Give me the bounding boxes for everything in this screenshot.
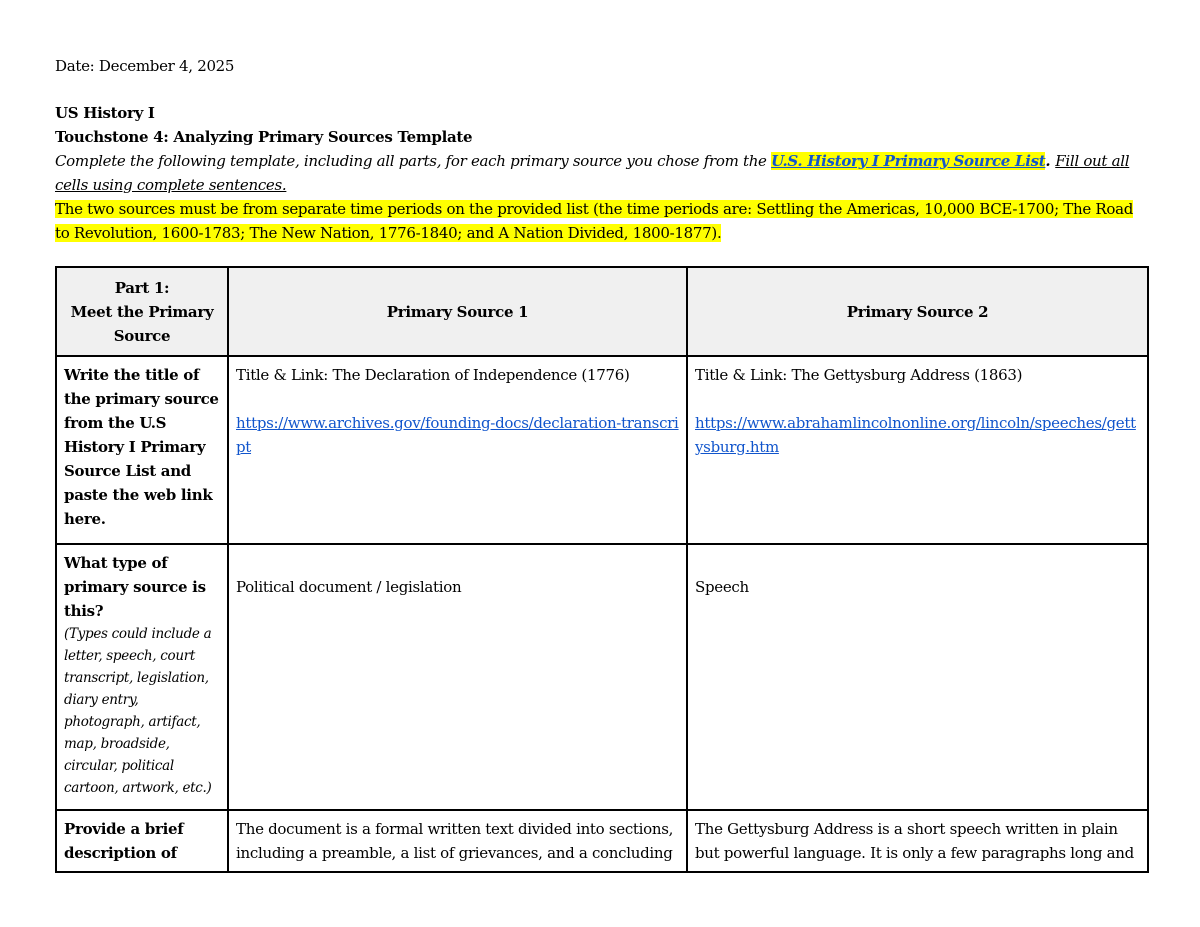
table-header-row: [56, 267, 1148, 356]
instructions: [55, 149, 1147, 197]
table-row: [56, 810, 1148, 872]
row-label-title: Write the title of the primary source from the U.S History I Primary Source List and paste the web link here.: [56, 356, 228, 544]
instruction-period: .: [1045, 152, 1056, 170]
table-row: [56, 544, 1148, 810]
source2-description-cell[interactable]: The Gettysburg Address is a short speech written in plain but powerful language. It is only a few paragraphs long and: [687, 810, 1148, 872]
course-title: US History I: [55, 104, 155, 122]
source1-type-cell[interactable]: [228, 544, 687, 810]
source2-title: Title & Link: The Gettysburg Address (1863): [695, 366, 1023, 384]
source2-title-cell[interactable]: [687, 356, 1148, 544]
header-source-2: Primary Source 2: [687, 267, 1148, 356]
source2-link[interactable]: https://www.abrahamlincolnonline.org/lincoln/speeches/gettysburg.htm: [695, 414, 1136, 456]
source1-description-cell[interactable]: The document is a formal written text divided into sections, including a preamble, a list of grievances, and a concluding: [228, 810, 687, 872]
template-header: [55, 101, 1147, 245]
source1-type: Political document / legislation: [236, 578, 462, 596]
template-title: Touchstone 4: Analyzing Primary Sources Template: [55, 128, 473, 146]
row-label-description: Provide a brief description of: [56, 810, 228, 872]
header-part1: Part 1: Meet the Primary Source: [56, 267, 228, 356]
date-line: Date: December 4, 2025: [55, 57, 235, 75]
table-row: [56, 356, 1148, 544]
instruction-fill: Fill out all cells using complete sentences.: [55, 152, 1130, 194]
header-source-1: Primary Source 1: [228, 267, 687, 356]
source1-link[interactable]: https://www.archives.gov/founding-docs/declaration-transcript: [236, 414, 679, 456]
time-period-note: [55, 197, 1147, 245]
row-label-type-text: What type of primary source is this?: [64, 554, 206, 620]
instruction-text: Complete the following template, including all parts, for each primary source you chose from the: [55, 152, 772, 170]
source2-type: Speech: [695, 578, 749, 596]
primary-source-table: [55, 266, 1149, 873]
source-list-link[interactable]: U.S. History I Primary Source List: [771, 152, 1046, 170]
row-label-type: [56, 544, 228, 810]
time-period-highlight: The two sources must be from separate time periods on the provided list (the time periods are: Settling the Americas, 10,000 BCE-1700; The Road to Revolution, 1600-1783; The New Nation, 1776-1840; and A Nation Divided, 1800-1877).: [55, 200, 1134, 242]
row-label-type-note: (Types could include a letter, speech, court transcript, legislation, diary entry, photograph, artifact, map, broadside, circular, political cartoon, artwork, etc.): [64, 626, 212, 796]
source1-title-cell[interactable]: [228, 356, 687, 544]
source2-type-cell[interactable]: [687, 544, 1148, 810]
source1-title: Title & Link: The Declaration of Independence (1776): [236, 366, 630, 384]
